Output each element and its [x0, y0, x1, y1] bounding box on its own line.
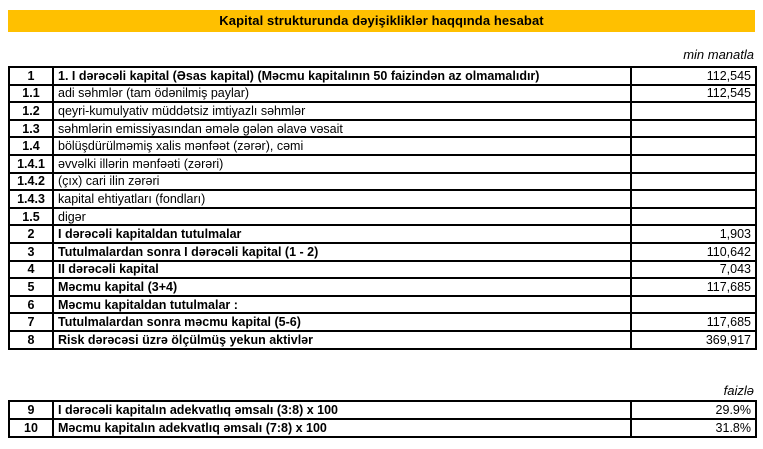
row-value: 29.9%: [631, 401, 756, 419]
table-row: [9, 278, 756, 296]
row-value: [631, 137, 756, 155]
table-row: [9, 261, 756, 279]
row-label: II dərəcəli kapital: [53, 261, 631, 279]
row-label: kapital ehtiyatları (fondları): [53, 190, 631, 208]
row-label: Tutulmalardan sonra I dərəcəli kapital (1 - 2): [53, 243, 631, 261]
row-label: Tutulmalardan sonra məcmu kapital (5-6): [53, 313, 631, 331]
row-number: 8: [9, 331, 53, 349]
table-row: [9, 173, 756, 191]
row-number: 1.2: [9, 102, 53, 120]
row-label: adi səhmlər (tam ödənilmiş paylar): [53, 85, 631, 103]
row-number: 1.4: [9, 137, 53, 155]
table-row: [9, 313, 756, 331]
row-number: 1.3: [9, 120, 53, 138]
row-value: [631, 208, 756, 226]
row-label: I dərəcəli kapitaldan tutulmalar: [53, 225, 631, 243]
row-number: 4: [9, 261, 53, 279]
row-value: 31.8%: [631, 419, 756, 437]
table-row: [9, 243, 756, 261]
row-number: 7: [9, 313, 53, 331]
row-value: 112,545: [631, 67, 756, 85]
report-title: Kapital strukturunda dəyişikliklər haqqında hesabat: [8, 10, 755, 32]
row-value: [631, 120, 756, 138]
row-value: [631, 190, 756, 208]
row-number: 10: [9, 419, 53, 437]
row-label: Məcmu kapitaldan tutulmalar :: [53, 296, 631, 314]
unit-note-min-manatla: min manatla: [683, 47, 754, 62]
table-row: [9, 419, 756, 437]
row-label: bölüşdürülməmiş xalis mənfəət (zərər), cəmi: [53, 137, 631, 155]
row-number: 5: [9, 278, 53, 296]
row-label: Məcmu kapital (3+4): [53, 278, 631, 296]
row-number: 6: [9, 296, 53, 314]
row-value: 369,917: [631, 331, 756, 349]
table-row: [9, 331, 756, 349]
row-label: 1. I dərəcəli kapital (Əsas kapital) (Məcmu kapitalının 50 faizindən az olmamalıdır): [53, 67, 631, 85]
row-value: [631, 102, 756, 120]
row-label: əvvəlki illərin mənfəəti (zərəri): [53, 155, 631, 173]
table-row: [9, 208, 756, 226]
table-row: [9, 155, 756, 173]
row-value: 112,545: [631, 85, 756, 103]
row-label: I dərəcəli kapitalın adekvatlıq əmsalı (3:8) x 100: [53, 401, 631, 419]
row-number: 1: [9, 67, 53, 85]
table-row: [9, 190, 756, 208]
row-number: 1.4.3: [9, 190, 53, 208]
adequacy-ratio-table: [8, 400, 757, 438]
table-row: [9, 102, 756, 120]
row-value: 7,043: [631, 261, 756, 279]
row-value: [631, 155, 756, 173]
row-number: 2: [9, 225, 53, 243]
table-row: [9, 225, 756, 243]
row-number: 1.1: [9, 85, 53, 103]
row-number: 1.5: [9, 208, 53, 226]
row-number: 1.4.2: [9, 173, 53, 191]
table-row: [9, 120, 756, 138]
row-value: 110,642: [631, 243, 756, 261]
table-row: [9, 137, 756, 155]
table-row: [9, 401, 756, 419]
table-row: [9, 85, 756, 103]
row-number: 1.4.1: [9, 155, 53, 173]
row-number: 9: [9, 401, 53, 419]
row-value: [631, 296, 756, 314]
capital-structure-table: [8, 66, 757, 350]
row-label: Məcmu kapitalın adekvatlıq əmsalı (7:8) x 100: [53, 419, 631, 437]
row-number: 3: [9, 243, 53, 261]
row-value: 1,903: [631, 225, 756, 243]
row-label: digər: [53, 208, 631, 226]
table-row: [9, 296, 756, 314]
row-label: qeyri-kumulyativ müddətsiz imtiyazlı səhmlər: [53, 102, 631, 120]
row-value: [631, 173, 756, 191]
row-label: səhmlərin emissiyasından əmələ gələn əlavə vəsait: [53, 120, 631, 138]
row-value: 117,685: [631, 278, 756, 296]
table-row: [9, 67, 756, 85]
row-label: (çıx) cari ilin zərəri: [53, 173, 631, 191]
unit-note-faizle: faizlə: [723, 383, 754, 398]
row-value: 117,685: [631, 313, 756, 331]
row-label: Risk dərəcəsi üzrə ölçülmüş yekun aktivlər: [53, 331, 631, 349]
